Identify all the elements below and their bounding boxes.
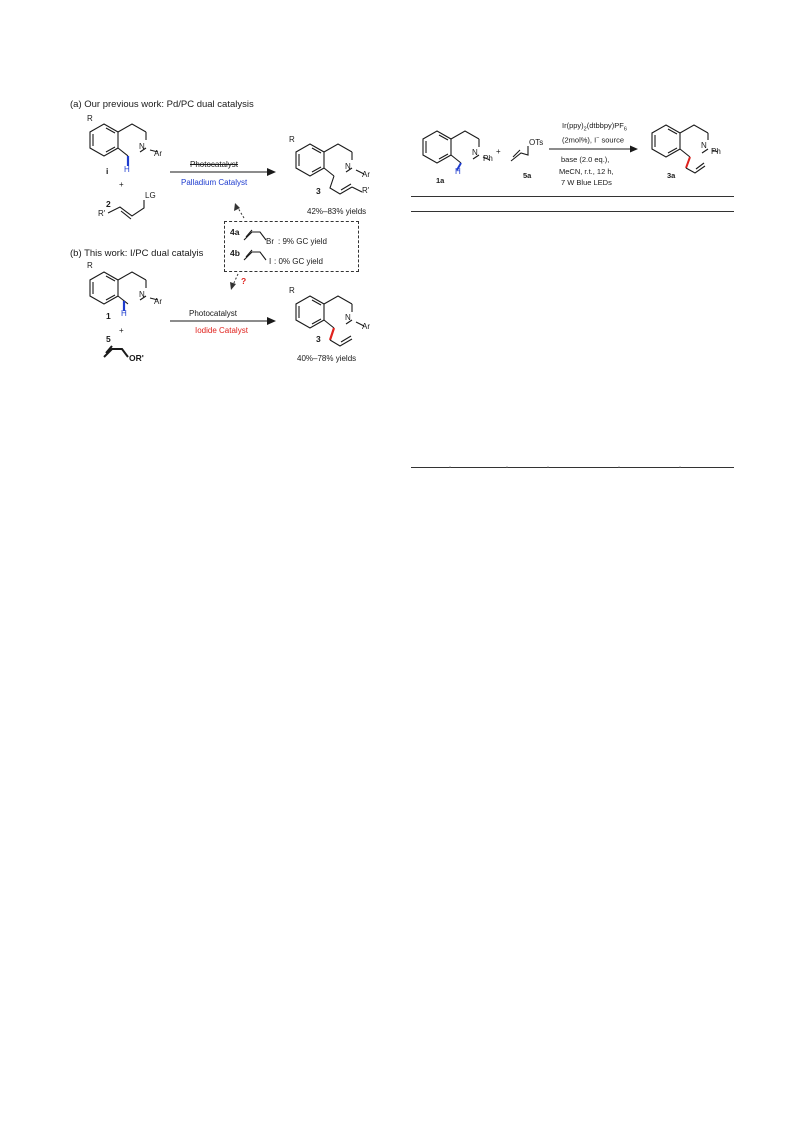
product-3a-Ar: Ar [362, 170, 370, 179]
conditions-line5: 7 W Blue LEDs [561, 178, 612, 187]
table-bottom-rule [411, 467, 734, 468]
reagent-5-label: 5 [106, 334, 111, 344]
conditions-line2: (2mol%), I− source [562, 135, 624, 145]
product-3b-N: N [345, 313, 351, 322]
conditions-line3: base (2.0 eq.), [561, 155, 610, 164]
table-header-rule [411, 211, 734, 212]
reagent-2-LG: LG [145, 191, 156, 200]
scheme-b-yields: 40%–78% yields [297, 354, 357, 363]
scheme-a-header: (a) Our previous work: Pd/PC dual catalysis [70, 99, 254, 110]
reactant-1a-label: 1a [436, 176, 445, 185]
box-row2-text: : 0% GC yield [274, 257, 323, 266]
box-row1-atom: Br [266, 237, 274, 246]
scheme-a-arrow-top: Photocatalyst [190, 160, 239, 169]
reactant-1-H: H [121, 309, 127, 318]
reactant-i-label: i [106, 166, 109, 176]
box-row2-label: 4b [230, 248, 240, 258]
product-3b-Ar: Ar [362, 322, 370, 331]
product-3a-label: 3 [316, 186, 321, 196]
reactant-i-Ar: Ar [154, 149, 162, 158]
reactant-i-H: H [124, 165, 130, 174]
scheme-b-header: (b) This work: I/PC dual catalyis [70, 248, 204, 259]
reactant-i-R: R [87, 114, 93, 123]
product-3b-R: R [289, 286, 295, 295]
reactant-1a-N: N [472, 148, 478, 157]
scheme-b-arrow-bottom: Iodide Catalyst [195, 326, 248, 335]
reactant-1-R: R [87, 261, 93, 270]
product-3a-R: R [289, 135, 295, 144]
product-3a-N: N [345, 162, 351, 171]
table-column-ticks [0, 0, 1, 1]
reactant-1-Ar: Ar [154, 297, 162, 306]
reactant-1-N: N [139, 290, 145, 299]
reagent-5-OR: OR' [129, 353, 144, 363]
table-scheme-plus: + [496, 147, 501, 156]
question-mark: ? [241, 276, 247, 286]
scheme-a-plus: + [119, 180, 124, 189]
reactant-i-N: N [139, 142, 145, 151]
product-3a-table-label: 3a [667, 171, 676, 180]
box-row1-text: : 9% GC yield [278, 237, 327, 246]
box-row1-label: 4a [230, 227, 240, 237]
product-3a-table-N: N [701, 141, 707, 150]
reactant-1a-Ph: Ph [483, 154, 493, 163]
product-3a-Rp: R' [362, 186, 370, 195]
reactant-1a-H: H [455, 167, 461, 176]
reagent-2-R: R' [98, 209, 106, 218]
scheme-b-arrow-top: Photocatalyst [189, 309, 238, 318]
product-3a-table-Ph: Ph [711, 147, 721, 156]
reagent-5a-OTs: OTs [529, 138, 544, 147]
scheme-a-yields: 42%–83% yields [307, 207, 367, 216]
product-3b-label: 3 [316, 334, 321, 344]
scheme-a-arrow-bottom: Palladium Catalyst [181, 178, 248, 187]
scheme-b-plus: + [119, 326, 124, 335]
reactant-1-label: 1 [106, 311, 111, 321]
conditions-line1: $Ir(ppy)_2(dtbbpy)PF_6$ [562, 121, 627, 133]
box-row2-atom: I [269, 257, 272, 266]
table-top-rule [411, 196, 734, 197]
reagent-2-label: 2 [106, 199, 111, 209]
conditions-line4: MeCN, r.t., 12 h, [559, 167, 614, 176]
reagent-5a-label: 5a [523, 171, 532, 180]
